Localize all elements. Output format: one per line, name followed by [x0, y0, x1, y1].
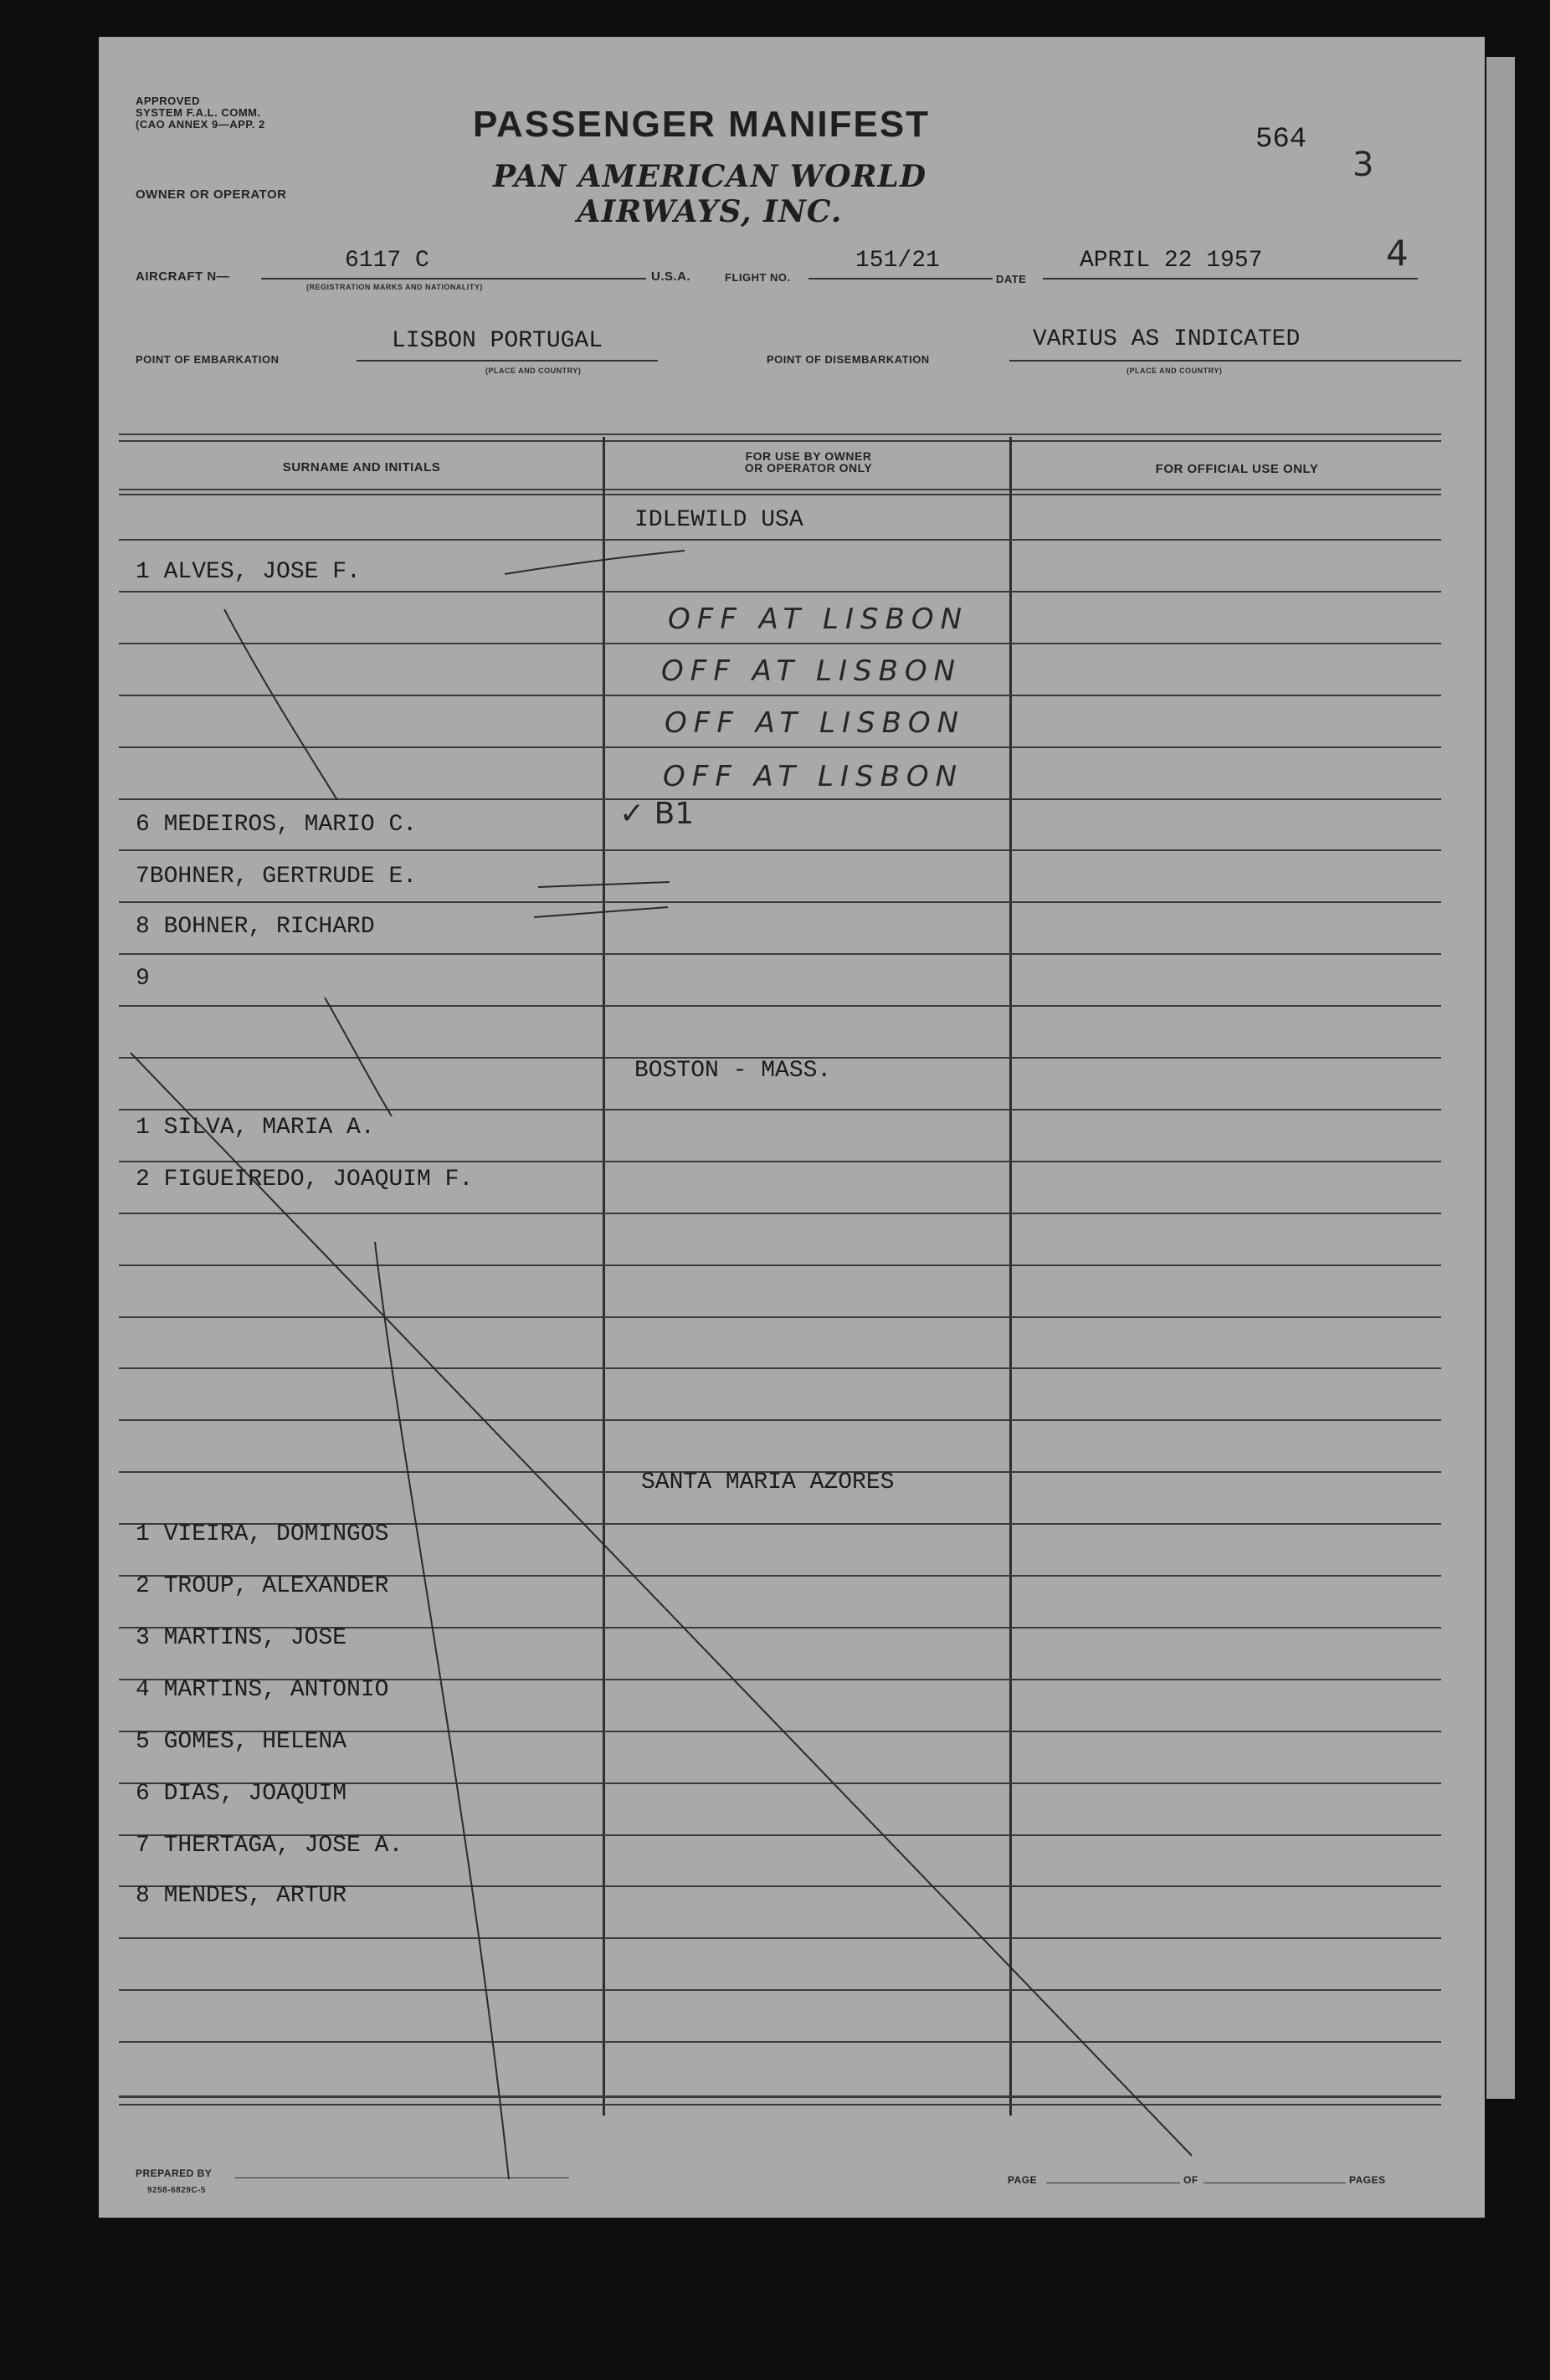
registration-caption: (REGISTRATION MARKS AND NATIONALITY) — [306, 283, 483, 291]
prepared-by-label: PREPARED BY — [136, 2167, 213, 2179]
approval-line-2: SYSTEM F.A.L. COMM. — [136, 106, 261, 119]
column-header-owner-line-2: OR OPERATOR ONLY — [744, 461, 873, 474]
passenger-entry: 6 DIAS, JOAQUIM — [136, 1781, 347, 1807]
date-label: DATE — [996, 273, 1027, 285]
passenger-entry: 3 MARTINS, JOSE — [136, 1625, 347, 1651]
pen-stroke-dash — [505, 551, 685, 574]
owner-label: OWNER OR OPERATOR — [136, 187, 287, 202]
pen-stroke-dash — [534, 907, 668, 917]
date-value: APRIL 22 1957 — [1080, 248, 1263, 274]
column-header-official: FOR OFFICIAL USE ONLY — [1155, 462, 1319, 476]
passenger-entry: 1 SILVA, MARIA A. — [136, 1115, 375, 1141]
usa-label: U.S.A. — [651, 269, 691, 284]
aircraft-label: AIRCRAFT N— — [136, 269, 230, 284]
passenger-entry: 9 — [136, 966, 150, 992]
background-sheet-edge — [1486, 57, 1515, 2099]
approval-line-3: (CAO ANNEX 9—APP. 2 — [136, 118, 265, 131]
page-label: PAGE — [1008, 2174, 1038, 2186]
passenger-entry: 7 THERTAGA, JOSE A. — [136, 1833, 403, 1859]
passenger-entry: 5 GOMES, HELENA — [136, 1729, 347, 1755]
document-number: 564 — [1255, 124, 1307, 156]
pen-markings — [99, 37, 1485, 2218]
handwritten-note: OFF AT LISBON — [663, 760, 964, 793]
passenger-entry: 1 VIEIRA, DOMINGOS — [136, 1521, 389, 1547]
margin-note-b: 4 — [1386, 233, 1409, 274]
passenger-entry: 7BOHNER, GERTRUDE E. — [136, 864, 418, 890]
passenger-entry: 4 MARTINS, ANTONIO — [136, 1677, 389, 1703]
passenger-entry: 8 MENDES, ARTUR — [136, 1883, 347, 1909]
handwritten-note: OFF AT LISBON — [665, 706, 966, 740]
aircraft-value: 6117 C — [345, 248, 429, 274]
handwritten-note: OFF AT LISBON — [661, 654, 962, 688]
of-label: OF — [1183, 2174, 1198, 2186]
pen-stroke-vertical — [375, 1242, 509, 2179]
column-header-surname: SURNAME AND INITIALS — [282, 460, 441, 474]
page-title: PASSENGER MANIFEST — [472, 104, 931, 145]
handwritten-note: OFF AT LISBON — [668, 603, 969, 636]
passenger-entry: 8 BOHNER, RICHARD — [136, 914, 375, 940]
form-code: 9258-6829C-5 — [147, 2186, 206, 2195]
passenger-entry: 6 MEDEIROS, MARIO C. — [136, 812, 418, 838]
passenger-entry: 2 FIGUEIREDO, JOAQUIM F. — [136, 1167, 474, 1193]
destination-santa-maria: SANTA MARIA AZORES — [641, 1470, 895, 1495]
approval-line-1: APPROVED — [136, 95, 200, 107]
flight-label: FLIGHT NO. — [725, 271, 791, 284]
embarkation-caption: (PLACE AND COUNTRY) — [485, 367, 582, 375]
flight-number: 151/21 — [855, 248, 940, 274]
destination-boston: BOSTON - MASS. — [634, 1058, 832, 1084]
operator-name: PAN AMERICAN WORLD AIRWAYS, INC. — [492, 159, 927, 229]
passenger-entry: 1 ALVES, JOSE F. — [136, 559, 361, 585]
disembarkation-caption: (PLACE AND COUNTRY) — [1127, 367, 1223, 375]
disembarkation-label: POINT OF DISEMBARKATION — [767, 353, 930, 366]
column-header-owner-line-1: FOR USE BY OWNER — [745, 449, 872, 463]
pen-stroke-dash — [538, 882, 670, 887]
pages-label: PAGES — [1349, 2174, 1386, 2186]
disembarkation-value: VARIUS AS INDICATED — [1033, 326, 1301, 352]
pen-stroke-slash — [325, 998, 392, 1116]
embarkation-label: POINT OF EMBARKATION — [136, 353, 280, 366]
margin-note-a: 3 — [1352, 146, 1374, 184]
destination-idlewild: IDLEWILD USA — [634, 507, 803, 533]
handwritten-check-mark: ✓ B1 — [619, 797, 695, 831]
pen-stroke-diagonal — [131, 1053, 1192, 2156]
passenger-entry: 2 TROUP, ALEXANDER — [136, 1573, 389, 1599]
embarkation-value: LISBON PORTUGAL — [392, 328, 603, 354]
pen-stroke-slash — [224, 609, 337, 800]
manifest-page — [99, 37, 1485, 2218]
